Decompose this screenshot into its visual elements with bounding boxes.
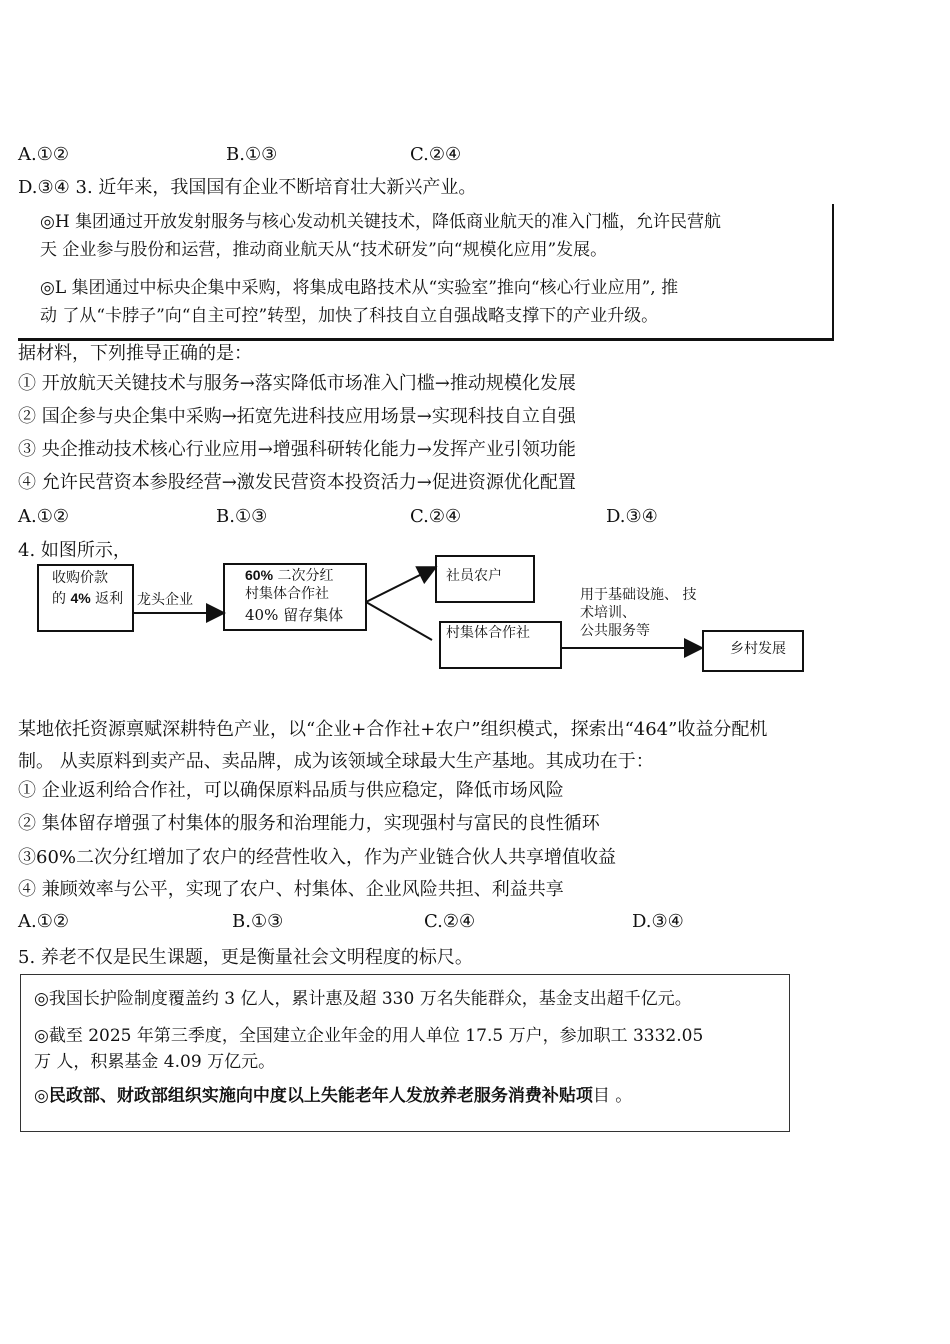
q3-item-3: ③ 央企推动技术核心行业应用→增强科研转化能力→发挥产业引领功能 bbox=[18, 439, 576, 460]
diagram-box5-label: 乡村发展 bbox=[730, 641, 786, 657]
q3-material-line-1: ◎H 集团通过开放发射服务与核心发动机关键技术，降低商业航天的准入门槛，允许民营航 bbox=[40, 212, 722, 232]
q5-stem: 5. 养老不仅是民生课题，更是衡量社会文明程度的标尺。 bbox=[18, 947, 473, 968]
q3-option-c: C.②④ bbox=[410, 506, 462, 527]
diagram-box-rural-development bbox=[703, 631, 803, 671]
q4-option-d: D.③④ bbox=[632, 911, 684, 932]
q4-option-c: C.②④ bbox=[424, 911, 476, 932]
diagram-arrow3-label-1: 用于基础设施、 技 bbox=[580, 587, 697, 603]
q3-stem-line bbox=[18, 176, 476, 200]
arrow-to-collective bbox=[366, 602, 432, 640]
q3-item-1: ① 开放航天关键技术与服务→落实降低市场准入门槛→推动规模化发展 bbox=[18, 373, 576, 394]
q3-material-line-4: 动 了从“卡脖子”向“自主可控”转型，加快了科技自立自强战略支撑下的产业升级。 bbox=[40, 306, 659, 326]
diagram-box1-line2: 的 4% 返利 bbox=[52, 590, 124, 607]
q4-item-4: ④ 兼顾效率与公平，实现了农户、村集体、企业风险共担、利益共享 bbox=[18, 879, 564, 900]
q3-material-line-2: 天 企业参与股份和运营，推动商业航天从“技术研发”向“规模化应用”发展。 bbox=[40, 240, 608, 260]
q4-item-3: ③60%二次分红增加了农户的经营性收入，作为产业链合伙人共享增值收益 bbox=[18, 847, 617, 868]
diagram-box-rebate bbox=[38, 565, 133, 631]
diagram-arrow3-label-3: 公共服务等 bbox=[580, 623, 650, 639]
diagram-box2-line1: 60% 二次分红 bbox=[245, 567, 334, 584]
diagram-box1-line1: 收购价款 bbox=[52, 570, 108, 586]
diagram-box-collective bbox=[440, 622, 561, 668]
diagram-arrow1-label: 龙头企业 bbox=[137, 592, 193, 608]
q3-item-4: ④ 允许民营资本参股经营→激发民营资本投资活力→促进资源优化配置 bbox=[18, 472, 576, 493]
q3-ask: 据材料，下列推导正确的是： bbox=[18, 343, 252, 364]
diagram-box2-line3: 40% 留存集体 bbox=[245, 606, 344, 624]
q3-option-a: A.①② bbox=[18, 506, 69, 527]
q3-item-2: ② 国企参与央企集中采购→拓宽先进科技应用场景→实现科技自立自强 bbox=[18, 406, 576, 427]
arrow-to-farmers bbox=[366, 568, 434, 602]
q4-option-b: B.①③ bbox=[232, 911, 284, 932]
q4-stem: 4. 如图所示， bbox=[18, 540, 131, 561]
q5-material-line-4 bbox=[34, 1084, 632, 1108]
q2-option-c: C.②④ bbox=[410, 144, 462, 165]
q4-para-2: 制。 从卖原料到卖产品、卖品牌，成为该领域全球最大生产基地。其成功在于： bbox=[18, 751, 654, 772]
diagram-arrow3-label-2: 术培训、 bbox=[580, 605, 636, 621]
q4-item-1: ① 企业返利给合作社，可以确保原料品质与供应稳定，降低市场风险 bbox=[18, 780, 564, 801]
q3-material-line-3: ◎L 集团通过中标央企集中采购，将集成电路技术从“实验室”推向“核心行业应用”, 推 bbox=[40, 278, 679, 298]
q3-option-d: D.③④ bbox=[606, 506, 658, 527]
diagram-box-farmers bbox=[436, 556, 534, 602]
q5-material-line-3: 万 人，积累基金 4.09 万亿元。 bbox=[34, 1052, 276, 1072]
q2-option-a: A.①② bbox=[18, 144, 69, 165]
q3-option-b: B.①③ bbox=[216, 506, 268, 527]
q4-option-a: A.①② bbox=[18, 911, 69, 932]
q5-material-line-2: ◎截至 2025 年第三季度，全国建立企业年金的用人单位 17.5 万户，参加职工 3332.05 bbox=[34, 1026, 704, 1046]
q5-material-line-1: ◎我国长护险制度覆盖约 3 亿人，累计惠及超 330 万名失能群众，基金支出超千亿元。 bbox=[34, 989, 692, 1009]
q5-material-line-4-bold: ◎民政部、财政部组织实施向中度以上失能老年人发放养老服务消费补贴项 bbox=[34, 1086, 593, 1106]
diagram-box3-label: 社员农户 bbox=[446, 568, 502, 584]
q5-material-line-4-tail: 目 。 bbox=[592, 1086, 633, 1106]
q2-option-d: D.③④ bbox=[18, 177, 70, 198]
diagram-box2-line2: 村集体合作社 bbox=[245, 586, 329, 602]
q3-stem: 3. 近年来，我国国有企业不断培育壮大新兴产业。 bbox=[75, 177, 477, 198]
diagram-box-cooperative bbox=[224, 564, 366, 630]
diagram-box4-label: 村集体合作社 bbox=[446, 625, 530, 641]
q4-item-2: ② 集体留存增强了村集体的服务和治理能力，实现强村与富民的良性循环 bbox=[18, 813, 600, 834]
q2-option-b: B.①③ bbox=[226, 144, 278, 165]
q4-para-1: 某地依托资源禀赋深耕特色产业，以“企业+合作社+农户”组织模式，探索出“464”收益分配机 bbox=[18, 719, 768, 740]
